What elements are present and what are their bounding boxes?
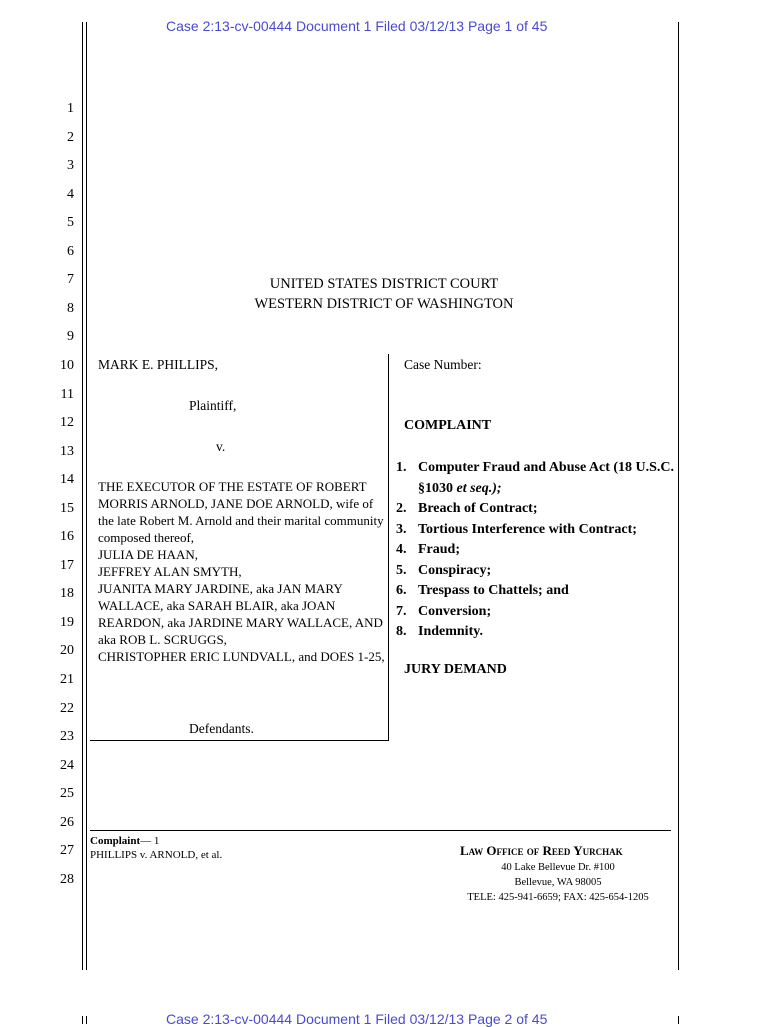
claim-item: 8. Indemnity.: [396, 624, 483, 639]
page-2-left-rule-outer: [82, 1016, 83, 1024]
left-margin-rule-outer: [82, 22, 83, 970]
claim-item: 3. Tortious Interference with Contract;: [396, 521, 637, 537]
firm-address-line-2: Bellevue, WA 98005: [514, 877, 602, 888]
versus: v.: [216, 439, 226, 454]
line-number: 3: [67, 158, 74, 174]
line-number: 22: [60, 700, 74, 716]
footer-case-short-title: PHILLIPS v. ARNOLD, et al.: [90, 849, 223, 861]
claim-item: 4. Fraud;: [396, 542, 460, 557]
claims-list: [396, 458, 676, 643]
law-firm-name: Law Office of Reed Yurchak: [460, 843, 623, 858]
line-number: 6: [67, 243, 74, 259]
line-number: 24: [60, 757, 74, 773]
case-number-label: Case Number:: [404, 357, 482, 372]
line-number: 13: [60, 443, 74, 459]
line-number: 17: [60, 557, 74, 573]
line-number: 14: [60, 472, 74, 488]
footer-rule: [90, 830, 671, 831]
claim-item: 2. Breach of Contract;: [396, 501, 538, 516]
line-number: 9: [67, 329, 74, 345]
line-number: 12: [60, 415, 74, 431]
line-number: 1: [67, 101, 74, 116]
line-number: 19: [60, 614, 74, 630]
right-margin-rule: [678, 22, 679, 970]
claim-item: 1. Computer Fraud and Abuse Act (18 U.S.C. §1030 et seq.);: [396, 460, 675, 496]
jury-demand: JURY DEMAND: [404, 662, 507, 677]
claim-item: 5. Conspiracy;: [396, 562, 492, 578]
plaintiff-name: MARK E. PHILLIPS,: [98, 357, 219, 372]
caption-bottom-rule: [90, 740, 388, 741]
caption-divider-rule: [388, 354, 389, 741]
line-number: 2: [67, 129, 74, 145]
line-number: 5: [67, 215, 74, 231]
line-number: 7: [67, 272, 74, 288]
line-number: 4: [67, 186, 74, 202]
court-name-line-2: WESTERN DISTRICT OF WASHINGTON: [254, 296, 514, 312]
line-number: 18: [60, 586, 74, 602]
line-number: 27: [60, 843, 74, 859]
footer-document-label: Complaint— 1: [90, 835, 160, 847]
document-title: COMPLAINT: [404, 418, 492, 433]
claim-item: 6. Trespass to Chattels; and: [396, 583, 569, 598]
defendants-list: THE EXECUTOR OF THE ESTATE OF ROBERT MORRIS ARNOLD, JANE DOE ARNOLD, wife of the late Robert M. Arnold and their marital community composed thereof, JULIA DE HAAN, JEFFREY ALAN SMYTH, JUANITA MARY JARDINE, aka JAN MARY WALLACE, aka SARAH BLAIR, aka JOAN REARDON, aka JARDINE MARY WALLACE, AND aka ROB L. SCRUGGS, CHRISTOPHER ERIC LUNDVALL, and DOES 1-25,: [98, 479, 385, 664]
line-number: 26: [60, 814, 74, 830]
line-number: 11: [60, 386, 74, 402]
line-number: 8: [67, 300, 74, 316]
page-2-left-rule-inner: [86, 1016, 87, 1024]
court-name-line-1: UNITED STATES DISTRICT COURT: [269, 276, 499, 292]
claim-item: 7. Conversion;: [396, 603, 492, 619]
line-number: 25: [60, 786, 74, 802]
line-number: 21: [60, 672, 74, 687]
line-number: 20: [60, 643, 74, 659]
line-number: 10: [60, 357, 74, 373]
page-2-header: Case 2:13-cv-00444 Document 1 Filed 03/12/13 Page 2 of 45: [166, 1011, 548, 1027]
line-number: 28: [60, 871, 74, 887]
page-header: Case 2:13-cv-00444 Document 1 Filed 03/12/13 Page 1 of 45: [166, 18, 548, 34]
firm-address-line-1: 40 Lake Bellevue Dr. #100: [501, 862, 615, 873]
line-number: 23: [60, 729, 74, 745]
line-number: 15: [60, 500, 74, 516]
plaintiff-label: Plaintiff,: [189, 398, 237, 413]
firm-phone-fax: TELE: 425-941-6659; FAX: 425-654-1205: [467, 892, 649, 903]
left-margin-rule-inner: [86, 22, 87, 970]
page-2-right-rule: [678, 1016, 679, 1024]
defendants-label: Defendants.: [189, 721, 254, 736]
line-number: 16: [60, 529, 74, 545]
